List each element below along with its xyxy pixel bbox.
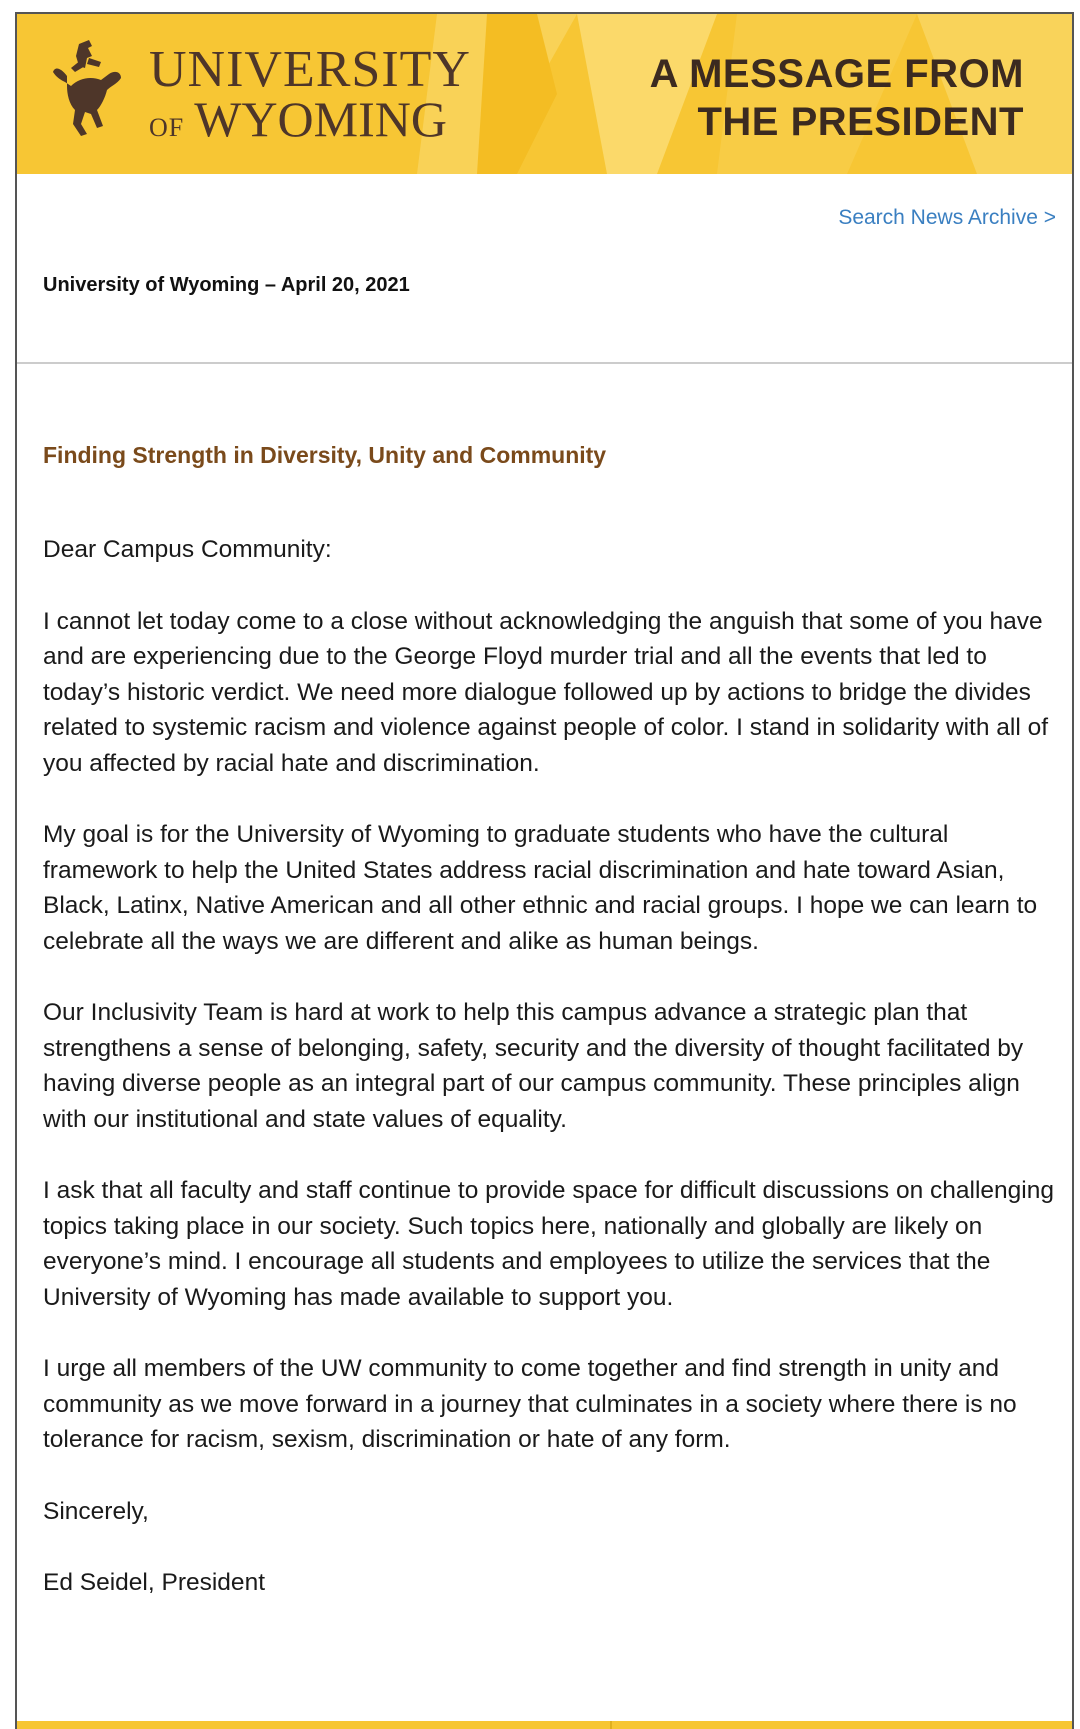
article-headline: Finding Strength in Diversity, Unity and Community — [43, 442, 607, 468]
university-logo[interactable] — [51, 36, 471, 156]
message-title — [650, 50, 1024, 146]
paragraph: Our Inclusivity Team is hard at work to help this campus advance a strategic plan that strengthens a sense of belonging, safety, security and the diversity of thought facilitated by having diverse people as an integral part of our campus community. These principles align with our institutional and state values of equality. — [43, 999, 1024, 1133]
article-body — [43, 532, 1063, 1637]
paragraph: I cannot let today come to a close without acknowledging the anguish that some of you have and are experiencing due to the George Floyd murder trial and all the events that led to today’s historic verdict. We need more dialogue followed up by actions to bridge the divides related to systemic racism and violence against people of color. I stand in solidarity with all of you affected by racial hate and discrimination. — [43, 607, 1049, 777]
logo-wordmark-university: UNIVERSITY — [149, 41, 471, 98]
paragraph: I urge all members of the UW community to come together and find strength in unity and community as we move forward in a journey that culminates in a society where there is no tolerance for racism, sexism, discrimination or hate of any form. — [43, 1355, 1017, 1453]
paragraph: My goal is for the University of Wyoming to graduate students who have the cultural framework to help the United States address racial discrimination and hate toward Asian, Black, Latinx, Native American and all other ethnic and racial groups. I hope we can learn to celebrate all the ways we are different and alike as human beings. — [43, 821, 1038, 955]
signature: Ed Seidel, President — [43, 1569, 265, 1596]
footer-bar — [17, 1721, 1072, 1729]
closing: Sincerely, — [43, 1497, 149, 1525]
search-news-archive-link[interactable]: Search News Archive > — [838, 206, 1056, 229]
header-banner — [17, 14, 1072, 174]
logo-wordmark-wyoming — [149, 91, 447, 147]
logo-wordmark-wyoming-text: WYOMING — [194, 91, 447, 147]
message-title-line1: A MESSAGE FROM — [649, 52, 1024, 96]
dateline: University of Wyoming – April 20, 2021 — [43, 274, 410, 296]
greeting: Dear Campus Community: — [43, 536, 332, 563]
bucking-horse-rider-icon — [51, 38, 123, 142]
paragraph: I ask that all faculty and staff continue to provide space for difficult discussions on challenging topics taking place in our society. Such topics here, nationally and globally are likely on everyone’s mind. I encourage all students and employees to utilize the services that the University of Wyoming has made available to support you. — [43, 1177, 1054, 1311]
email-frame — [15, 12, 1074, 1729]
message-title-line2: THE PRESIDENT — [697, 100, 1024, 144]
divider — [17, 362, 1072, 364]
footer-bar-separator — [610, 1721, 612, 1729]
logo-wordmark-of: OF — [149, 113, 185, 142]
